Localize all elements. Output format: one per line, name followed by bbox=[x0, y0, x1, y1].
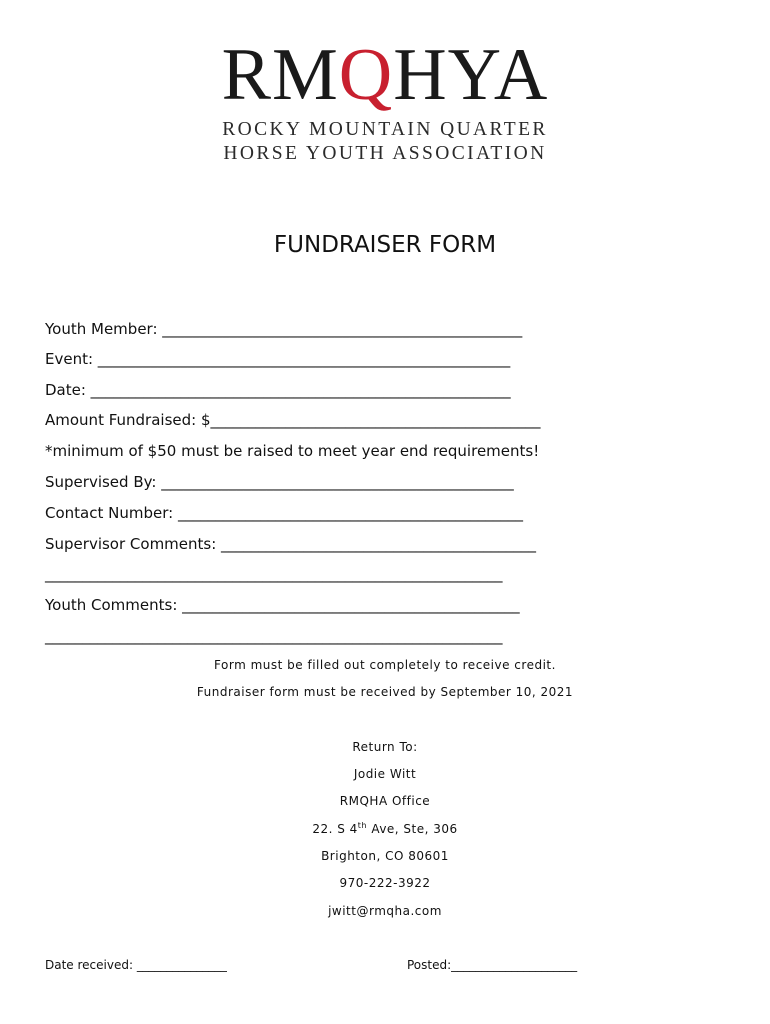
credit-note: Form must be filled out completely to receive credit. bbox=[214, 658, 556, 672]
return-address: 22. S 4th Ave, Ste, 306 bbox=[312, 821, 458, 836]
return-office: RMQHA Office bbox=[339, 794, 431, 808]
youth-member-field[interactable]: Youth Member: ________________________________________________ bbox=[45, 320, 523, 338]
logo-wordmark: RMQHYA bbox=[221, 34, 549, 116]
return-city: Brighton, CO 80601 bbox=[321, 849, 449, 863]
date-received-field[interactable]: Date received: _______________ bbox=[45, 958, 227, 972]
form-title: FUNDRAISER FORM bbox=[273, 232, 497, 258]
youth-comments-line-2[interactable]: _____________________________________________________________ bbox=[45, 627, 503, 645]
return-name: Jodie Witt bbox=[353, 767, 417, 781]
logo-q-letter: Q bbox=[338, 34, 394, 116]
deadline-note: Fundraiser form must be received by September 10, 2021 bbox=[196, 685, 574, 699]
logo bbox=[0, 34, 770, 166]
contact-number-field[interactable]: Contact Number: ______________________________________________ bbox=[45, 504, 523, 522]
return-to-label: Return To: bbox=[352, 740, 418, 754]
posted-field[interactable]: Posted:_____________________ bbox=[407, 958, 578, 972]
logo-line-1: ROCKY MOUNTAIN QUARTER bbox=[222, 119, 548, 140]
return-phone: 970-222-3922 bbox=[339, 876, 431, 890]
logo-line-2: HORSE YOUTH ASSOCIATION bbox=[223, 143, 547, 164]
supervisor-comments-line-2[interactable]: _____________________________________________________________ bbox=[45, 565, 503, 583]
date-field[interactable]: Date: ________________________________________________________ bbox=[45, 381, 511, 399]
youth-comments-field[interactable]: Youth Comments: _____________________________________________ bbox=[45, 596, 520, 614]
minimum-note: *minimum of $50 must be raised to meet year end requirements! bbox=[45, 442, 540, 460]
supervised-by-field[interactable]: Supervised By: _______________________________________________ bbox=[45, 473, 514, 491]
return-email: jwitt@rmqha.com bbox=[328, 904, 442, 918]
supervisor-comments-field[interactable]: Supervisor Comments: __________________________________________ bbox=[45, 535, 537, 553]
amount-fundraised-field[interactable]: Amount Fundraised: $____________________________________________ bbox=[45, 411, 541, 429]
event-field[interactable]: Event: _______________________________________________________ bbox=[45, 350, 511, 368]
